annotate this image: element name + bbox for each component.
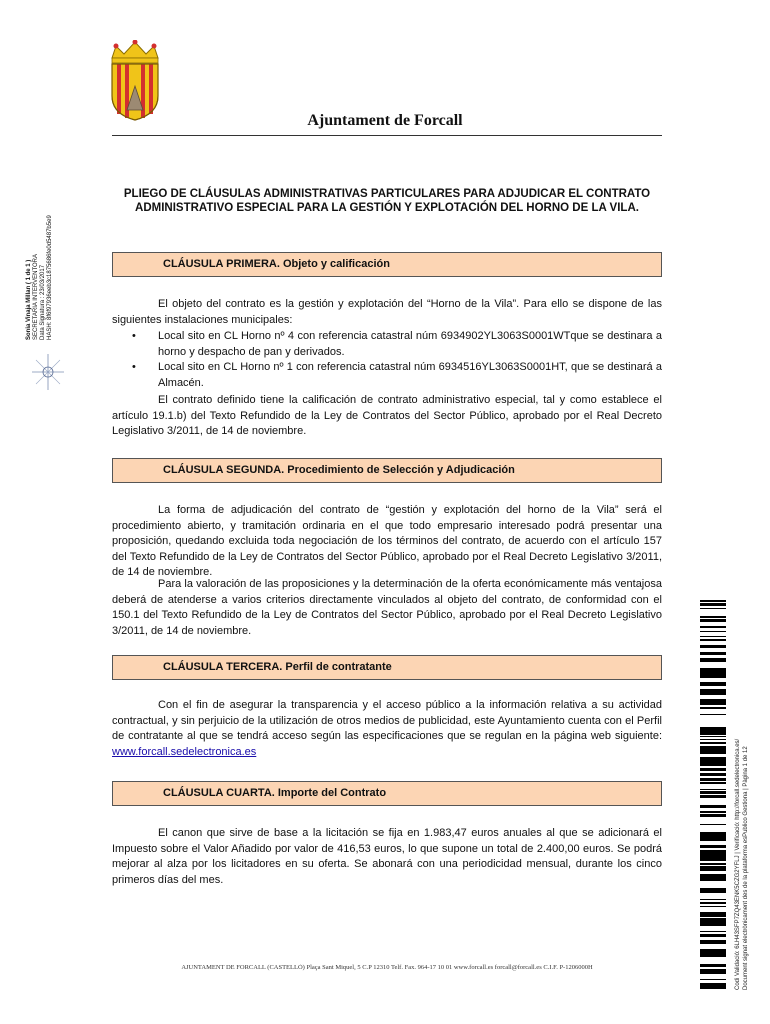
barcode-bar [700,795,726,796]
barcode-bar [700,682,726,685]
barcode-bar [700,952,726,955]
barcode-bar [700,853,726,856]
clause-3-paragraph [112,698,662,760]
barcode-bar [700,645,726,648]
barcode-bar [700,899,726,900]
barcode-bar [700,866,726,869]
barcode-bar [700,690,726,692]
barcode-bar [700,782,726,784]
barcode-bar [700,986,726,987]
barcode-bar [700,973,726,974]
barcode-bar [700,914,726,917]
barcode-bar [700,979,726,980]
barcode-bar [700,736,726,737]
barcode-bar [700,955,726,957]
barcode-bar [700,759,726,762]
barcode-bar [700,814,726,815]
barcode-bar [700,768,726,771]
barcode-bar [700,918,726,921]
barcode-bar [700,791,726,794]
barcode-bar [700,732,726,735]
barcode-bar [700,605,726,606]
barcode-bar [700,839,726,841]
barcode-bar [700,778,726,781]
barcode-bar [700,685,726,686]
barcode-bar [700,699,726,702]
signer-role: SECRETARIA INTERVENTORA [33,253,39,340]
barcode-bar [700,727,726,728]
barcode-bar [700,762,726,764]
clause-2-paragraph-2: Para la valoración de las proposiciones y la determinación de la oferta económicamente más ventajosa deberá de atenderse a varios criterios directamente vinculados al objeto del contrato, de conformidad con el 150.1 del Texto Refundido de la Ley de Contratos del Sector Público, aprobado por el Real Decreto Legislativo 3/2011, de 14 de noviembre. [112,578,662,637]
barcode-bar [700,739,726,740]
barcode-bar [700,694,726,695]
barcode-bar [700,707,726,709]
barcode-bar [700,824,726,825]
barcode-bar [700,835,726,836]
barcode-bar [700,874,726,876]
barcode-bar [700,850,726,853]
signer-name: Sonia Vinaja Millan ( 1 de 1 ) [26,259,32,340]
barcode-bar [700,675,726,678]
barcode-bar [700,749,726,752]
barcode-bar [700,888,726,890]
barcode-bar [700,984,726,986]
verification-line-2: Document signat electrònicament des de la plataforma esPublico Gestiona | Pàgina 1 de 12 [743,746,749,990]
barcode-bar [700,924,726,926]
barcode-bar [700,704,726,705]
barcode-bar [700,811,726,813]
barcode-bar [700,702,726,704]
barcode-bar [700,789,726,790]
barcode-bar [700,626,726,628]
barcode-bar [700,619,726,622]
barcode-bar [700,890,726,893]
barcode-bar [700,964,726,966]
barcode-bar [700,658,726,660]
clause-3-text: Con el fin de asegurar la transparencia y el acceso público a la información relativa a su actividad contractual, y sin perjuicio de la utilización de otros medios de publicidad, este Ayuntamiento cuenta con el Perfil de contratante al que se tendrá acceso según las especificaciones que se regulan en la página web siguiente: [112,699,662,742]
barcode-bar [700,636,726,637]
barcode-bar [700,969,726,972]
barcode-bar [700,668,726,669]
barcode-bar [700,764,726,766]
barcode-bar [700,856,726,857]
barcode-bar [700,906,726,907]
barcode-bar [700,652,726,655]
barcode-bar [700,857,726,858]
document-title: PLIEGO DE CLÁUSULAS ADMINISTRATIVAS PARTICULARES PARA ADJUDICAR EL CONTRATO ADMINISTRATIVO ESPECIAL PARA LA GESTIÓN Y EXPLOTACIÓN DEL HORNO DE LA VILA. [123,188,651,214]
barcode-bar [700,972,726,973]
signature-hash: HASH: 8f6f97936eeb3c1875686fe0d5487b5e9 [47,215,53,340]
barcode-bar [700,949,726,950]
barcode-bar [700,728,726,730]
clause-4-paragraph: El canon que sirve de base a la licitación se fija en 1.983,47 euros anuales al que se adicionará el Impuesto sobre el Valor Añadido por valor de 416,53 euros, lo que supone un total de 2.400,00 euros. Se podrá mejorar al alza por los licitadores en su oferta. Se abonará con una periodicidad mensual, durante los cinco primeros días del mes. [112,827,662,886]
clause-4-heading: CLÁUSULA CUARTA. Importe del Contrato [112,781,662,806]
barcode-bar [700,796,726,797]
clause-2-heading: CLÁUSULA SEGUNDA. Procedimiento de Selección y Adjudicación [112,458,662,483]
barcode-bar [700,639,726,640]
barcode-bar [700,805,726,808]
page-footer-address: AJUNTAMENT DE FORCALL (CASTELLÓ) Plaça Sant Miquel, 5 C.P 12310 Telf. Fax. 964-17 10 01 www.forcall.es forcall@forcall.es C.I.F. P-1206000H [181,964,593,971]
barcode-bar [700,714,726,715]
barcode-bar [700,692,726,694]
clause-1-intro: El objeto del contrato es la gestión y explotación del “Horno de la Vila”. Para ello se dispone de las siguientes instalaciones municipales: [112,298,662,326]
barcode-bar [700,863,726,865]
barcode-bar [700,879,726,881]
barcode-bar [700,815,726,817]
barcode-bar [700,752,726,754]
barcode-bar [700,669,726,672]
profile-website-link[interactable]: www.forcall.sedelectronica.es [112,745,257,758]
barcode-bar [700,672,726,675]
clause-1-heading: CLÁUSULA PRIMERA. Objeto y calificación [112,252,662,277]
barcode-bar [700,845,726,846]
barcode-bar [700,934,726,937]
barcode-bar [700,746,726,747]
barcode-bar [700,902,726,904]
digital-signature-stamp-icon [28,350,68,394]
barcode-bar [700,983,726,984]
barcode-bar [700,608,726,609]
barcode-bar [700,987,726,989]
clause-2-paragraph-1: La forma de adjudicación del contrato de “gestión y explotación del horno de la Vila” será el procedimiento abierto, y tramitación ordinaria en el que todo empresario interesado podrá presentar una proposición, quedando excluida toda negociación de los términos del contrato, de acuerdo con el artículo 157 del Texto Refundido de la Ley de Contratos del Sector Público, aprobado por el Real Decreto Legislativo 3/2011, de 14 de noviembre. [112,504,662,578]
barcode-bar [700,773,726,776]
barcode-bar [700,631,726,632]
barcode-bar [700,950,726,952]
barcode-bar [700,616,726,618]
barcode-bar [700,747,726,749]
organization-name: Ajuntament de Forcall [307,112,463,129]
clause-1-bullet-list [112,329,662,391]
barcode-bar [700,942,726,944]
barcode-bar [700,689,726,690]
barcode-bar [700,757,726,759]
clause-1-closing: El contrato definido tiene la calificación de contrato administrativo especial, tal y como establece el artículo 19.1.b) del Texto Refundido de la Ley de Contratos del Sector Público, aprobado por el Real Decreto Legislativo 3/2011, de 14 de noviembre. [112,394,662,437]
barcode-bar [700,858,726,861]
barcode-bar [700,876,726,879]
barcode-bar [700,730,726,732]
signature-date: Data Signatura : 23/03/2017 [40,264,46,340]
barcode-bar [700,797,726,798]
barcode-bar [700,742,726,744]
clause-1-bullet: • Local sito en CL Horno nº 1 con referencia catastral núm 6934516YL3063S0001HT, que se destinará a Almacén. [112,360,662,391]
barcode-bar [700,869,726,871]
municipal-crest-logo [104,40,166,122]
barcode-bar [700,846,726,848]
barcode-bar [700,600,726,602]
verification-text [734,739,750,990]
barcode-bar [700,640,726,641]
barcode-bar [700,940,726,942]
verification-line-1: Codi Validació: 6LH43SFP7ZQ43ENK5CZG2YFLJ | Verificació: http://forcall.sedelectronica.es/ [735,738,741,990]
clause-3-heading: CLÁUSULA TERCERA. Perfil de contratante [112,655,662,680]
barcode-bar [700,836,726,839]
barcode-bar [700,603,726,605]
clause-1-bullet: • Local sito en CL Horno nº 4 con referencia catastral núm 6934902YL3063S0001WTque se destinara a horno y despacho de pan y derivados. [112,329,662,360]
header-divider [112,135,662,136]
barcode-bar [700,921,726,924]
barcode-bar [700,966,726,967]
barcode-bar [700,931,726,932]
barcode-bar [700,832,726,835]
barcode-bar [700,912,726,914]
barcode-bar [700,660,726,662]
